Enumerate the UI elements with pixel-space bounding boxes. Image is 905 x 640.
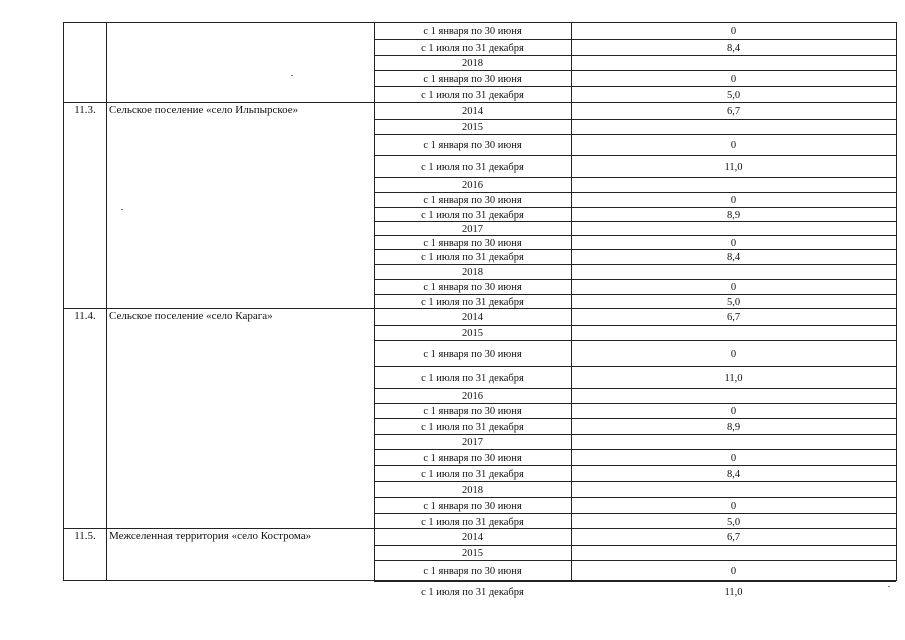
value-cell: 11,0 xyxy=(724,161,743,173)
scan-speck xyxy=(888,586,890,587)
value-cell: 5,0 xyxy=(726,89,741,101)
period-cell: с 1 июля по 31 декабря xyxy=(421,209,524,221)
section-number: 11.5. xyxy=(74,530,96,542)
period-cell: 2015 xyxy=(462,122,483,133)
value-cell xyxy=(571,326,896,341)
table-row xyxy=(374,325,896,341)
period-cell: с 1 января по 30 июня xyxy=(423,140,522,151)
section-name: Межселенная территория «село Кострома» xyxy=(109,530,312,542)
scan-speck xyxy=(121,209,123,210)
period-cell: с 1 января по 30 июня xyxy=(423,452,522,464)
value-cell xyxy=(571,56,896,71)
section-number xyxy=(64,23,106,24)
section-number: 11.4. xyxy=(74,310,96,322)
period-cell: с 1 июля по 31 декабря xyxy=(421,468,524,480)
table-row xyxy=(374,545,896,561)
table-row xyxy=(374,55,896,71)
table-section xyxy=(64,308,896,529)
value-cell xyxy=(571,389,896,404)
period-cell: с 1 июля по 31 декабря xyxy=(421,372,524,384)
period-cell: с 1 июля по 31 декабря xyxy=(421,587,524,598)
table-row xyxy=(374,39,896,56)
table-row xyxy=(374,264,896,280)
table-section xyxy=(64,528,896,602)
table-row xyxy=(374,366,896,389)
period-cell: с 1 июля по 31 декабря xyxy=(421,161,524,173)
period-cell: с 1 июля по 31 декабря xyxy=(421,297,524,308)
value-cell xyxy=(571,178,896,193)
value-cell xyxy=(571,265,896,280)
rates-table xyxy=(63,22,897,598)
value-cell: 8,4 xyxy=(726,42,741,54)
period-cell: с 1 января по 30 июня xyxy=(423,282,522,293)
period-cell: с 1 января по 30 июня xyxy=(423,195,522,206)
period-cell: 2014 xyxy=(462,105,483,117)
value-cell: 0 xyxy=(730,73,737,85)
period-cell: с 1 июля по 31 декабря xyxy=(421,89,524,101)
period-cell: с 1 января по 30 июня xyxy=(423,73,522,85)
table-row xyxy=(374,155,896,178)
table-row xyxy=(374,560,896,582)
table-row xyxy=(374,70,896,87)
period-cell: 2017 xyxy=(462,437,483,448)
value-cell: 5,0 xyxy=(726,516,741,528)
value-cell: 0 xyxy=(730,566,737,577)
scan-speck xyxy=(291,75,293,76)
value-cell: 6,7 xyxy=(726,531,741,543)
period-cell: 2018 xyxy=(462,484,483,496)
value-cell: 8,4 xyxy=(726,468,741,480)
value-cell: 8,4 xyxy=(726,252,741,263)
value-cell: 5,0 xyxy=(726,297,741,308)
table-row xyxy=(374,497,896,514)
table-row xyxy=(374,207,896,222)
table-row xyxy=(374,192,896,208)
value-cell xyxy=(571,222,896,236)
period-cell: 2015 xyxy=(462,328,483,339)
period-cell: 2016 xyxy=(462,180,483,191)
period-cell: с 1 июля по 31 декабря xyxy=(421,421,524,433)
section-name xyxy=(109,23,371,24)
table-row xyxy=(374,23,896,39)
section-name: Сельское поселение «село Ильпырское» xyxy=(109,104,299,116)
value-cell: 0 xyxy=(730,237,737,249)
period-cell: 2016 xyxy=(462,391,483,402)
value-cell xyxy=(571,546,896,561)
period-cell: 2015 xyxy=(462,548,483,559)
value-cell xyxy=(571,482,896,498)
table-row xyxy=(374,177,896,193)
table-section xyxy=(64,23,896,102)
period-cell: с 1 января по 30 июня xyxy=(423,25,522,37)
value-cell: 6,7 xyxy=(726,105,741,117)
table-row xyxy=(374,465,896,482)
period-cell: с 1 июля по 31 декабря xyxy=(421,252,524,263)
value-cell xyxy=(571,120,896,135)
table-row xyxy=(374,86,896,103)
table-row xyxy=(374,481,896,498)
table-row xyxy=(374,103,896,119)
value-cell: 0 xyxy=(730,195,737,206)
period-cell: с 1 июля по 31 декабря xyxy=(421,42,524,54)
table-row xyxy=(374,388,896,404)
period-cell: с 1 января по 30 июня xyxy=(423,237,522,249)
table-row xyxy=(374,309,896,325)
value-cell: 11,0 xyxy=(724,372,743,384)
section-number: 11.3. xyxy=(74,104,96,116)
table-row xyxy=(374,418,896,435)
value-cell: 0 xyxy=(730,406,737,417)
value-cell: 11,0 xyxy=(724,587,743,598)
section-name: Сельское поселение «село Карага» xyxy=(109,310,273,322)
value-cell: 8,9 xyxy=(726,209,741,221)
table-row xyxy=(374,279,896,295)
table-row xyxy=(374,221,896,236)
table-row xyxy=(374,449,896,466)
table-row xyxy=(374,340,896,367)
value-cell: 8,9 xyxy=(726,421,741,433)
period-cell: 2017 xyxy=(462,223,483,235)
table-row xyxy=(374,529,896,545)
value-cell: 0 xyxy=(730,282,737,293)
period-cell: с 1 января по 30 июня xyxy=(423,566,522,577)
period-cell: 2018 xyxy=(462,58,483,69)
value-cell: 0 xyxy=(730,500,737,512)
period-cell: 2018 xyxy=(462,267,483,278)
value-cell: 0 xyxy=(730,348,737,360)
period-cell: с 1 января по 30 июня xyxy=(423,406,522,417)
value-cell xyxy=(571,435,896,450)
period-cell: с 1 июля по 31 декабря xyxy=(421,516,524,528)
period-cell: с 1 января по 30 июня xyxy=(423,500,522,512)
value-cell: 6,7 xyxy=(726,311,741,323)
table-row xyxy=(374,434,896,450)
table-row xyxy=(374,403,896,419)
table-row xyxy=(374,134,896,156)
value-cell: 0 xyxy=(730,140,737,151)
period-cell: с 1 января по 30 июня xyxy=(423,348,522,360)
value-cell: 0 xyxy=(730,25,737,37)
table-section xyxy=(64,102,896,309)
table-row xyxy=(374,119,896,135)
period-cell: 2014 xyxy=(462,531,483,543)
table-row xyxy=(374,235,896,250)
table-row xyxy=(374,581,896,603)
value-cell: 0 xyxy=(730,452,737,464)
period-cell: 2014 xyxy=(462,311,483,323)
table-row xyxy=(374,249,896,265)
